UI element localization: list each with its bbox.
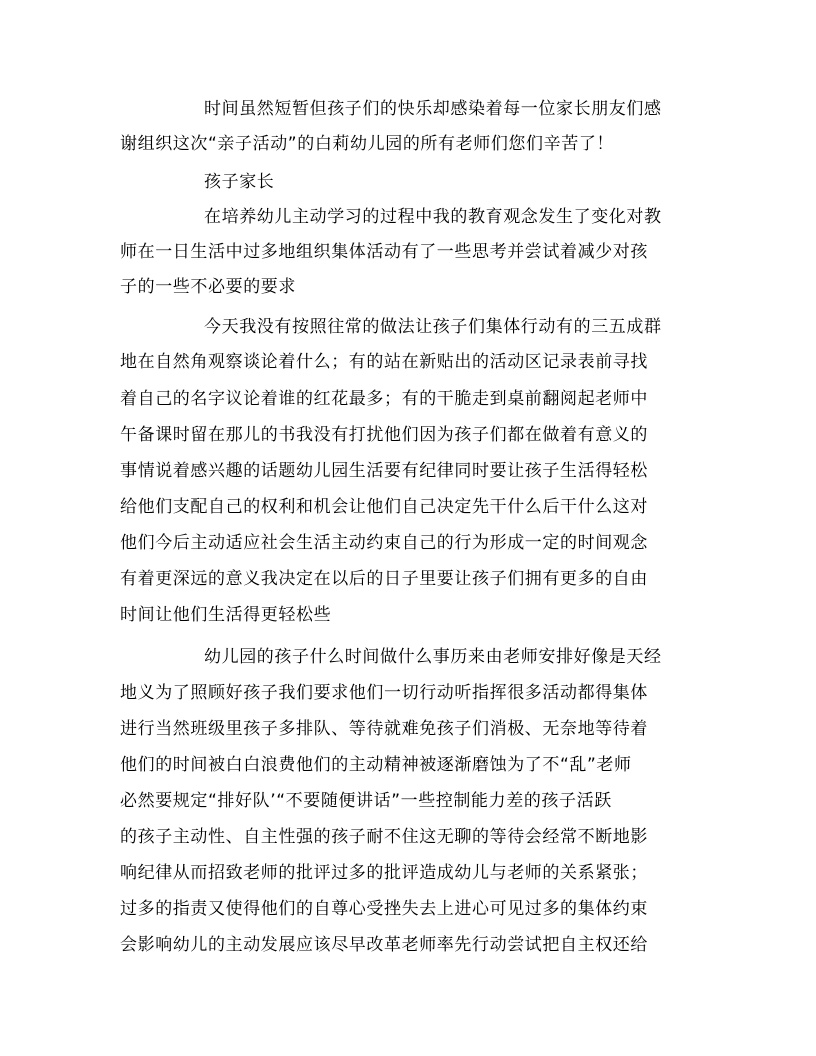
text-line: 必然要规定“排好队’“不要随便讲话”一些控制能力差的孩子活跃 bbox=[120, 791, 612, 811]
text-line: 会影响幼儿的主动发展应该尽早改革老师率先行动尝试把自主权还给 bbox=[120, 935, 648, 955]
text-line: 谢组织这次“亲子活动”的白莉幼儿园的所有老师们您们辛苦了！ bbox=[120, 134, 615, 154]
text-line: 地义为了照顾好孩子我们要求他们一切行动听指挥很多活动都得集体 bbox=[120, 683, 648, 703]
text-line: 给他们支配自己的权利和机会让他们自己决定先干什么后干什么这对 bbox=[120, 497, 648, 517]
text-line: 时间让他们生活得更轻松些 bbox=[120, 605, 332, 625]
text-line: 幼儿园的孩子什么时间做什么事历来由老师安排好像是天经 bbox=[204, 647, 662, 667]
text-line: 时间虽然短暂但孩子们的快乐却感染着每一位家长朋友们感 bbox=[204, 99, 662, 119]
text-line: 他们的时间被白白浪费他们的主动精神被逐渐磨蚀为了不“乱”老师 bbox=[120, 755, 632, 775]
text-line: 有着更深远的意义我决定在以后的日子里要让孩子们拥有更多的自由 bbox=[120, 569, 648, 589]
text-line: 过多的指责又使得他们的自尊心受挫失去上进心可见过多的集体约束 bbox=[120, 899, 648, 919]
text-line: 子的一些不必要的要求 bbox=[120, 277, 296, 297]
text-line: 地在自然角观察谈论着什么；有的站在新贴出的活动区记录表前寻找 bbox=[120, 352, 648, 372]
text-line: 师在一日生活中过多地组织集体活动有了一些思考并尝试着减少对孩 bbox=[120, 242, 648, 262]
text-line: 进行当然班级里孩子多排队、等待就难免孩子们消极、无奈地等待着 bbox=[120, 719, 648, 739]
text-line: 他们今后主动适应社会生活主动约束自己的行为形成一定的时间观念 bbox=[120, 533, 648, 553]
text-line: 孩子家长 bbox=[204, 172, 275, 192]
text-line: 的孩子主动性、自主性强的孩子耐不住这无聊的等待会经常不断地影 bbox=[120, 827, 648, 847]
text-line: 午备课时留在那儿的书我没有打扰他们因为孩子们都在做着有意义的 bbox=[120, 425, 648, 445]
text-line: 今天我没有按照往常的做法让孩子们集体行动有的三五成群 bbox=[204, 317, 662, 337]
text-line: 事情说着感兴趣的话题幼儿园生活要有纪律同时要让孩子生活得轻松 bbox=[120, 461, 648, 481]
text-line: 响纪律从而招致老师的批评过多的批评造成幼儿与老师的关系紧张； bbox=[120, 863, 648, 883]
text-line: 在培养幼儿主动学习的过程中我的教育观念发生了变化对教 bbox=[204, 207, 662, 227]
text-line: 着自己的名字议论着谁的红花最多；有的干脆走到桌前翻阅起老师中 bbox=[120, 389, 648, 409]
